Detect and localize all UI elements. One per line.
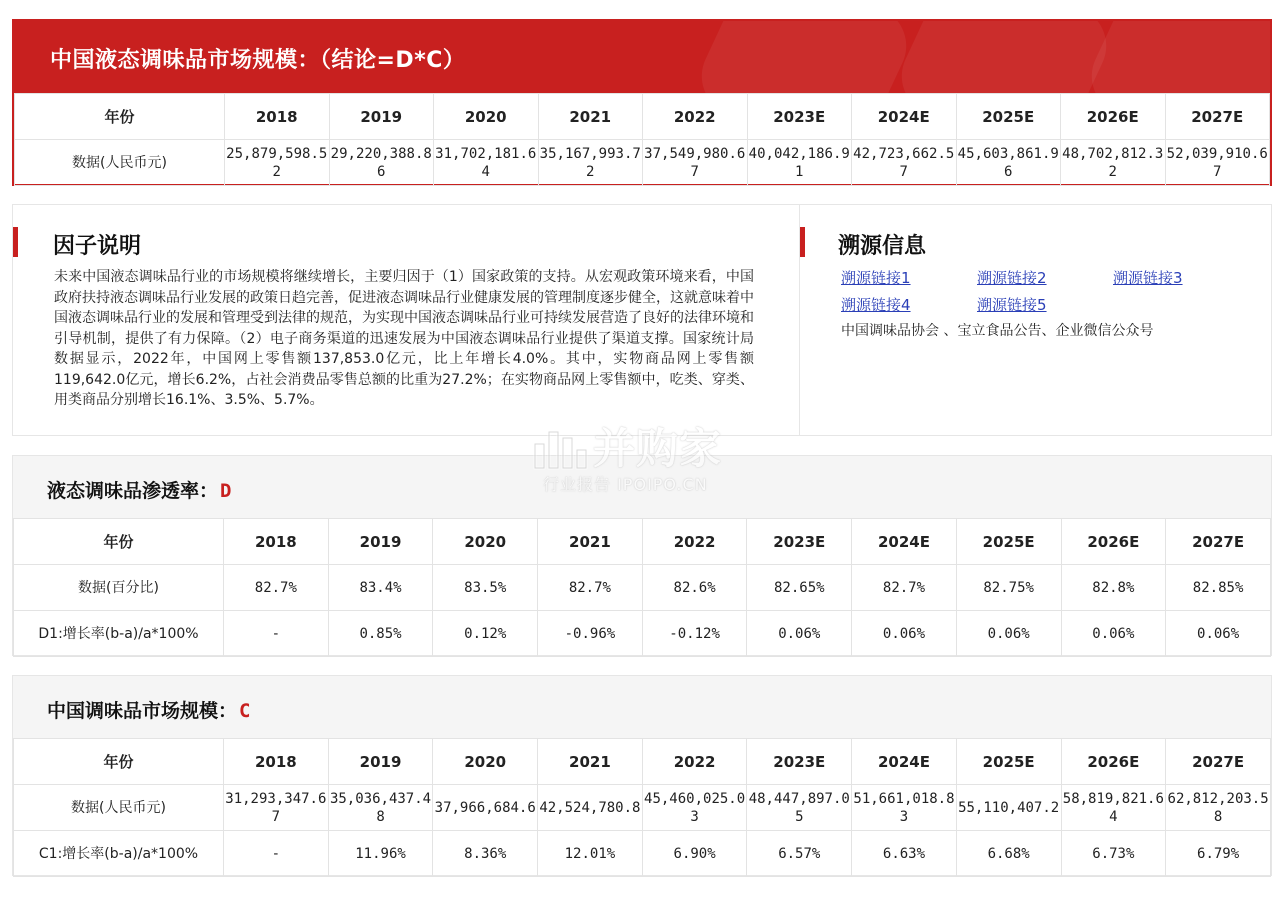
source-links: [841, 265, 1261, 319]
source-panel: [800, 205, 1271, 435]
data-cell: 83.4%: [328, 565, 433, 611]
data-cell: 62,812,203.58: [1166, 785, 1271, 831]
table-header-row: [15, 94, 1270, 140]
data-cell: 0.06%: [956, 611, 1061, 657]
source-link-5[interactable]: 溯源链接5: [977, 296, 1047, 314]
data-cell: 6.73%: [1061, 831, 1166, 877]
header-cell: 2027E: [1165, 94, 1270, 140]
table-row: [14, 611, 1271, 657]
penetration-rate-title: [47, 476, 231, 503]
section-accent-bar: [13, 227, 18, 257]
header-cell: 2018: [225, 94, 330, 140]
factor-source-card: [12, 204, 1272, 436]
data-cell: 6.63%: [852, 831, 957, 877]
data-cell: 45,460,025.03: [642, 785, 747, 831]
data-cell: 55,110,407.2: [956, 785, 1061, 831]
header-cell: 2023E: [747, 94, 852, 140]
seasoning-market-table: [13, 738, 1271, 877]
data-cell: 0.06%: [747, 611, 852, 657]
table-row: [14, 785, 1271, 831]
data-cell: 58,819,821.64: [1061, 785, 1166, 831]
header-cell: 2023E: [747, 739, 852, 785]
data-cell: 29,220,388.86: [329, 140, 434, 186]
row-label: 数据(人民币元): [15, 140, 225, 186]
header-cell: 2025E: [956, 519, 1061, 565]
source-organizations: 中国调味品协会 、宝立食品公告、企业微信公众号: [841, 323, 1154, 339]
data-cell: 40,042,186.91: [747, 140, 852, 186]
penetration-rate-header: [13, 456, 1271, 518]
header-cell: 2019: [328, 739, 433, 785]
data-cell: 35,167,993.72: [538, 140, 643, 186]
data-cell: 37,966,684.6: [433, 785, 538, 831]
header-cell: 2025E: [956, 94, 1061, 140]
row-label: 数据(百分比): [14, 565, 224, 611]
penetration-rate-table: [13, 518, 1271, 657]
source-link-3[interactable]: 溯源链接3: [1113, 269, 1183, 287]
header-cell: 2026E: [1061, 94, 1166, 140]
data-cell: 82.8%: [1061, 565, 1166, 611]
section-variable: D: [220, 480, 232, 502]
header-cell: 年份: [15, 94, 225, 140]
data-cell: 0.06%: [852, 611, 957, 657]
header-cell: 2020: [433, 739, 538, 785]
source-link-1[interactable]: 溯源链接1: [841, 269, 911, 287]
data-cell: 0.06%: [1061, 611, 1166, 657]
data-cell: 0.06%: [1166, 611, 1271, 657]
header-cell: 2024E: [852, 739, 957, 785]
data-cell: 6.90%: [642, 831, 747, 877]
header-cell: 2025E: [956, 739, 1061, 785]
data-cell: 48,447,897.05: [747, 785, 852, 831]
header-decoration: [689, 21, 920, 93]
data-cell: 48,702,812.32: [1061, 140, 1166, 186]
data-cell: 8.36%: [433, 831, 538, 877]
header-cell: 2018: [224, 739, 329, 785]
data-cell: 42,524,780.8: [538, 785, 643, 831]
data-cell: 51,661,018.83: [852, 785, 957, 831]
data-cell: 11.96%: [328, 831, 433, 877]
header-cell: 2021: [538, 739, 643, 785]
header-cell: 2022: [643, 94, 748, 140]
data-cell: 37,549,980.67: [643, 140, 748, 186]
source-title: 溯源信息: [838, 234, 927, 259]
penetration-rate-card: [12, 455, 1272, 656]
header-cell: 2023E: [747, 519, 852, 565]
header-cell: 年份: [14, 739, 224, 785]
data-cell: -0.96%: [538, 611, 643, 657]
data-cell: -: [224, 831, 329, 877]
data-cell: 31,293,347.67: [224, 785, 329, 831]
header-cell: 2018: [224, 519, 329, 565]
market-size-card: [12, 19, 1272, 186]
header-cell: 2024E: [852, 94, 957, 140]
header-cell: 2026E: [1061, 739, 1166, 785]
header-cell: 2020: [434, 94, 539, 140]
header-cell: 2022: [642, 739, 747, 785]
factor-panel: [13, 205, 800, 435]
data-cell: 82.65%: [747, 565, 852, 611]
data-cell: 0.85%: [328, 611, 433, 657]
market-size-title: 中国液态调味品市场规模：（结论=D*C）: [50, 48, 466, 73]
row-label: C1:增长率(b-a)/a*100%: [14, 831, 224, 877]
seasoning-market-card: [12, 675, 1272, 876]
data-cell: 42,723,662.57: [852, 140, 957, 186]
data-cell: 82.7%: [852, 565, 957, 611]
header-cell: 2019: [328, 519, 433, 565]
data-cell: 0.12%: [433, 611, 538, 657]
source-link-4[interactable]: 溯源链接4: [841, 296, 911, 314]
seasoning-market-title: [47, 696, 250, 723]
header-cell: 2024E: [852, 519, 957, 565]
seasoning-market-header: [13, 676, 1271, 738]
data-cell: 82.7%: [538, 565, 643, 611]
data-cell: 83.5%: [433, 565, 538, 611]
data-cell: 6.68%: [956, 831, 1061, 877]
table-header-row: [14, 519, 1271, 565]
factor-text: 未来中国液态调味品行业的市场规模将继续增长，主要归因于（1）国家政策的支持。从宏观政策环境来看，中国政府扶持液态调味品行业发展的政策日趋完善，促进液态调味品行业健康发展的管理制度逐步健全，这就意味着中国液态调味品行业的发展和管理受到法律的规范，为实现中国液态调味品行业可持续发展营造了良好的法律环境和引导机制，提供了有力保障。（2）电子商务渠道的迅速发展为中国液态调味品行业提供了渠道支撑。国家统计局数据显示，2022年，中国网上零售额137,853.0亿元，比上年增长4.0%。其中，实物商品网上零售额119,642.0亿元，增长6.2%，占社会消费品零售总额的比重为27.2%；在实物商品网上零售额中，吃类、穿类、用类商品分别增长16.1%、3.5%、5.7%。: [54, 269, 754, 408]
market-size-table: [14, 93, 1270, 186]
section-title-text: 液态调味品渗透率：: [47, 480, 219, 502]
data-cell: 82.85%: [1166, 565, 1271, 611]
header-cell: 2027E: [1166, 739, 1271, 785]
watermark-subtitle: 行业报告 IPOIPO.CN: [543, 475, 708, 494]
header-cell: 2020: [433, 519, 538, 565]
data-cell: 12.01%: [538, 831, 643, 877]
data-cell: 45,603,861.96: [956, 140, 1061, 186]
table-row: [14, 565, 1271, 611]
section-title-text: 中国调味品市场规模：: [47, 700, 238, 722]
table-row: [14, 831, 1271, 877]
header-cell: 2021: [538, 94, 643, 140]
source-link-2[interactable]: 溯源链接2: [977, 269, 1047, 287]
table-header-row: [14, 739, 1271, 785]
data-cell: 35,036,437.48: [328, 785, 433, 831]
market-size-header: [14, 21, 1270, 93]
section-variable: C: [239, 700, 251, 722]
data-cell: 52,039,910.67: [1165, 140, 1270, 186]
section-accent-bar: [800, 227, 805, 257]
data-cell: 6.79%: [1166, 831, 1271, 877]
header-decoration: [889, 21, 1120, 93]
row-label: 数据(人民币元): [14, 785, 224, 831]
header-cell: 2022: [642, 519, 747, 565]
header-cell: 2026E: [1061, 519, 1166, 565]
data-cell: 6.57%: [747, 831, 852, 877]
header-cell: 2021: [538, 519, 643, 565]
data-cell: -0.12%: [642, 611, 747, 657]
data-cell: -: [224, 611, 329, 657]
data-cell: 82.7%: [224, 565, 329, 611]
header-decoration: [1079, 21, 1270, 93]
data-cell: 25,879,598.52: [225, 140, 330, 186]
data-cell: 82.75%: [956, 565, 1061, 611]
table-row: [15, 140, 1270, 186]
header-cell: 2027E: [1166, 519, 1271, 565]
watermark-brand: 并购家: [593, 424, 723, 473]
data-cell: 31,702,181.64: [434, 140, 539, 186]
data-cell: 82.6%: [642, 565, 747, 611]
header-cell: 年份: [14, 519, 224, 565]
row-label: D1:增长率(b-a)/a*100%: [14, 611, 224, 657]
factor-title: 因子说明: [53, 234, 142, 259]
header-cell: 2019: [329, 94, 434, 140]
